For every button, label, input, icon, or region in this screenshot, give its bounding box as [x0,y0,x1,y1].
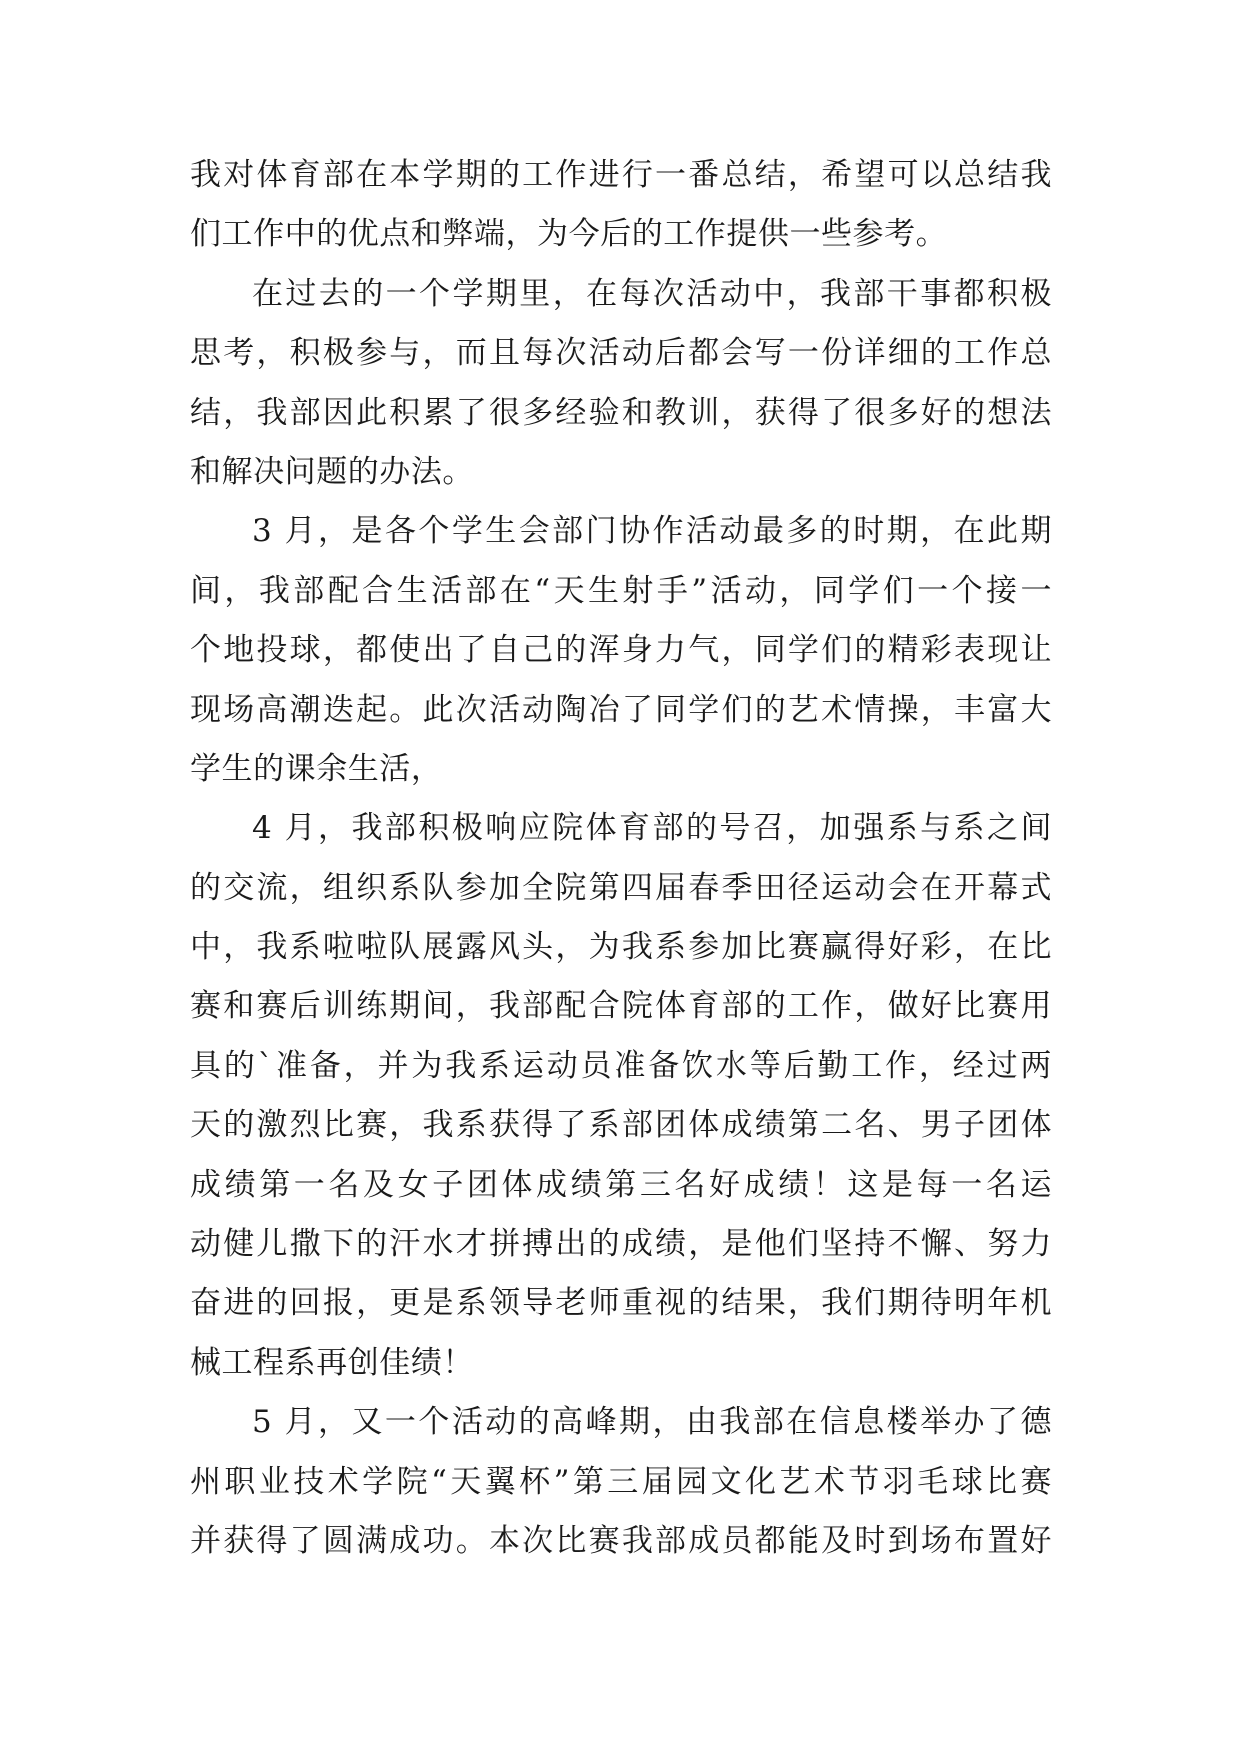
text-line: 赛和赛后训练期间，我部配合院体育部的工作，做好比赛用 [190,988,1052,1025]
text-line: 现场高潮迭起。此次活动陶冶了同学们的艺术情操，丰富大 [190,691,1052,728]
text-line: 间，我部配合生活部在“天生射手”活动，同学们一个接一 [190,572,1052,609]
paragraph [190,265,1052,503]
text-line: 结，我部因此积累了很多经验和教训，获得了很多好的想法 [190,394,1052,431]
text-line: 动健儿撒下的汗水才拼搏出的成绩，是他们坚持不懈、努力 [190,1226,1052,1263]
text-line: 4 月，我部积极响应院体育部的号召，加强系与系之间 [252,810,1052,847]
paragraph [190,146,1052,265]
document-body [190,146,1052,1571]
text-line: 并获得了圆满成功。本次比赛我部成员都能及时到场布置好 [190,1522,1052,1559]
text-line: 学生的课余生活， [190,750,443,787]
text-line: 5 月，又一个活动的高峰期，由我部在信息楼举办了德 [252,1404,1052,1441]
paragraph [190,502,1052,799]
text-line: 我对体育部在本学期的工作进行一番总结，希望可以总结我 [190,157,1052,193]
paragraph [190,1393,1052,1571]
text-line: 思考，积极参与，而且每次活动后都会写一份详细的工作总 [190,335,1052,372]
text-line: 天的激烈比赛，我系获得了系部团体成绩第二名、男子团体 [190,1107,1052,1144]
text-line: 的交流，组织系队参加全院第四届春季田径运动会在开幕式 [190,869,1052,906]
text-line: 械工程系再创佳绩！ [190,1344,474,1381]
text-line: 和解决问题的办法。 [190,453,474,490]
paragraph [190,799,1052,1393]
text-line: 奋进的回报，更是系领导老师重视的结果，我们期待明年机 [190,1285,1052,1322]
text-line: 个地投球，都使出了自己的浑身力气，同学们的精彩表现让 [190,632,1052,669]
text-line: 成绩第一名及女子团体成绩第三名好成绩！这是每一名运 [190,1166,1052,1203]
text-line: 们工作中的优点和弊端，为今后的工作提供一些参考。 [190,216,948,253]
text-line: 3 月，是各个学生会部门协作活动最多的时期，在此期 [252,513,1052,550]
text-line: 具的`准备，并为我系运动员准备饮水等后勤工作，经过两 [190,1047,1052,1084]
text-line: 州职业技术学院“天翼杯”第三届园文化艺术节羽毛球比赛 [190,1463,1052,1500]
text-line: 中，我系啦啦队展露风头，为我系参加比赛赢得好彩，在比 [190,929,1052,966]
text-line: 在过去的一个学期里，在每次活动中，我部干事都积极 [252,275,1052,312]
